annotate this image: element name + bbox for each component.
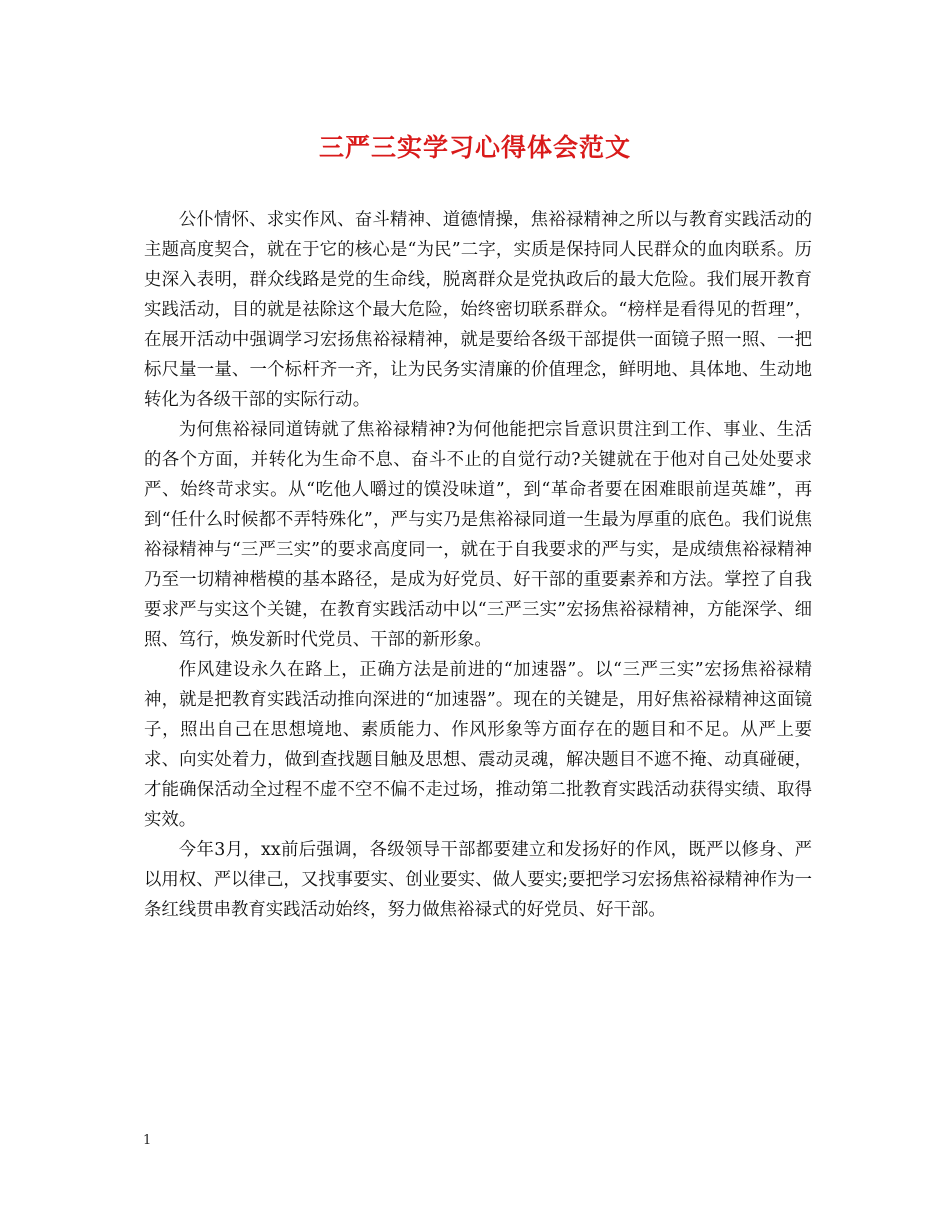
document-title: 三严三实学习心得体会范文 bbox=[318, 133, 631, 162]
paragraph-4: 今年3月，xx前后强调，各级领导干部都要建立和发扬好的作风，既严以修身、严以用权、严以律己，又找事要实、创业要实、做人要实;要把学习宏扬焦裕禄精神作为一条红线贯串教育实践活动始终，努力做焦裕禄式的好党员、好干部。 bbox=[144, 840, 812, 920]
paragraph-3: 作风建设永久在路上，正确方法是前进的“加速器”。以“三严三实”宏扬焦裕禄精神，就是把教育实践活动推向深进的“加速器”。现在的关键是，用好焦裕禄精神这面镜子，照出自己在思想境地、素质能力、作风形象等方面存在的题目和不足。从严上要求、向实处着力，做到查找题目触及思想、震动灵魂，解决题目不遮不掩、动真碰硬，才能确保活动全过程不虚不空不偏不走过场，推动第二批教育实践活动获得实绩、取得实效。 bbox=[144, 660, 812, 830]
document-body bbox=[144, 205, 812, 925]
paragraph-1: 公仆情怀、求实作风、奋斗精神、道德情操，焦裕禄精神之所以与教育实践活动的主题高度契合，就在于它的核心是“为民”二字，实质是保持同人民群众的血肉联系。历史深入表明，群众线路是党的生命线，脱离群众是党执政后的最大危险。我们展开教育实践活动，目的就是祛除这个最大危险，始终密切联系群众。“榜样是看得见的哲理”，在展开活动中强调学习宏扬焦裕禄精神，就是要给各级干部提供一面镜子照一照、一把标尺量一量、一个标杆齐一齐，让为民务实清廉的价值理念，鲜明地、具体地、生动地转化为各级干部的实际行动。 bbox=[144, 210, 812, 410]
paragraph-2: 为何焦裕禄同道铸就了焦裕禄精神?为何他能把宗旨意识贯注到工作、事业、生活的各个方面，并转化为生命不息、奋斗不止的自觉行动?关键就在于他对自己处处要求严、始终苛求实。从“吃他人嚼过的馍没味道”，到“革命者要在困难眼前逞英雄”，再到“任什么时候都不弄特殊化”，严与实乃是焦裕禄同道一生最为厚重的底色。我们说焦裕禄精神与“三严三实”的要求高度同一，就在于自我要求的严与实，是成绩焦裕禄精神乃至一切精神楷模的基本路径，是成为好党员、好干部的重要素养和方法。掌控了自我要求严与实这个关键，在教育实践活动中以“三严三实”宏扬焦裕禄精神，方能深学、细照、笃行，焕发新时代党员、干部的新形象。 bbox=[144, 420, 812, 650]
page-number: 1 bbox=[143, 1133, 152, 1148]
